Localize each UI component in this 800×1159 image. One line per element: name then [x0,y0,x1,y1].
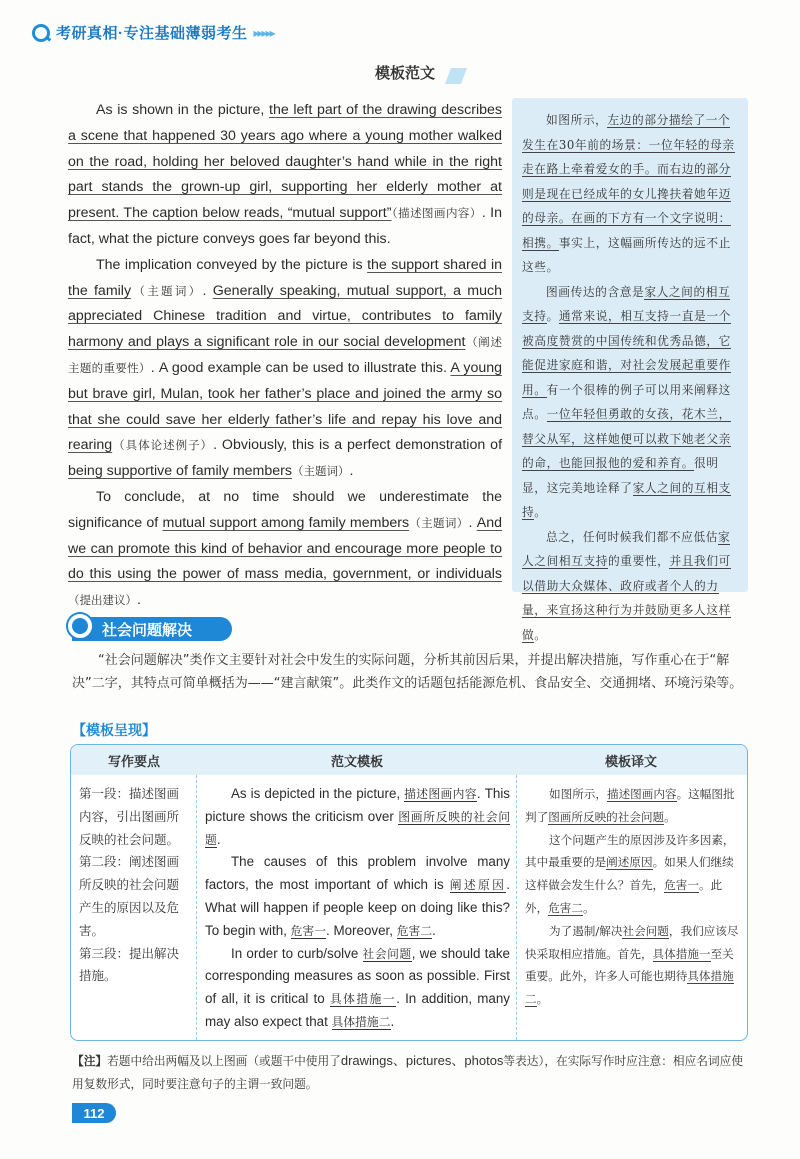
writing-points-cell [71,775,197,1040]
translation-paragraph-3: 总之，任何时候我们都不应低估家人之间相互支持的重要性，并且我们可以借助大众媒体、政府或者个人的力量，来宣扬这种行为并鼓励更多人这样做。 [522,529,731,642]
column-header: 范文模板 [330,754,383,770]
title-highlight-decoration [445,68,467,84]
translation-paragraph-1: 如图所示，左边的部分描绘了一个发生在30年前的场景：一位年轻的母亲走在路上牵着爱女的手。而右边的部分则是现在已经成年的女儿搀扶着她年迈的母亲。在画的下方有一个文字说明：相携。事实上，这幅画所传达的远不止这些。 [522,113,735,274]
english-essay [68,98,502,614]
social-section-heading [72,617,232,641]
template-paragraph-1: As is depicted in the picture, 描述图画内容. This picture shows the criticism over 图画所反映的社会问题. [205,786,510,847]
essay-paragraph-3: To conclude, at no time should we underestimate the significance of mutual support among family members（主题词）. And we can promote this kind of behavior and encourage more people to do this using the power of mass media, government, or individuals（提出建议）. [68,488,502,609]
translation-paragraph-2: 这个问题产生的原因涉及许多因素，其中最重要的是阐述原因。如果人们继续这样做会发生什么？首先，危害一。此外，危害二。 [525,832,735,915]
search-logo-icon [32,24,50,42]
template-paragraph-2: The causes of this problem involve many factors, the most important of which is 阐述原因. What will happen if people keep on doing like this? To begin with, 危害一. Moreover, 危害二. [205,854,510,938]
social-section-title: 社会问题解决 [102,620,193,639]
social-intro-text: “社会问题解决”类作文主要针对社会中发生的实际问题，分析其前因后果，并提出解决措施，写作重心在于“解决”二字，其特点可简单概括为——“建言献策”。此类作文的话题包括能源危机、食品安全、交通拥堵、环境污染等。 [72,653,743,691]
translation-paragraph-1: 如图所示，描述图画内容。这幅图批判了图画所反映的社会问题。 [525,787,735,824]
page-header [32,22,274,43]
essay-paragraph-1: As is shown in the picture, the left part of the drawing describes a scene that happened 30 years ago where a young mother walked on the road, holding her beloved daughter’s hand while in the right part stands the grown-up girl, supporting her elderly mother at present. The caption below reads, “mutual support”（描述图画内容）. In fact, what the picture conveys goes far beyond this. [68,102,503,247]
writing-point: 第三段：提出解决措施。 [79,945,180,984]
brand-slogan: 考研真相·专注基础薄弱考生 [56,25,248,42]
table-body-row [71,775,747,1040]
magnifier-icon [68,614,92,638]
footnote: 【注】若题中给出两幅及以上图画（或题干中使用了drawings、pictures、photos等表达），在实际写作时应注意：相应名词应使用复数形式，同时要注意句子的主谓一致问题。 [72,1053,744,1091]
translation-paragraph-3: 为了遏制/解决社会问题，我们应该尽快采取相应措施。首先，具体措施一至关重要。此外，许多人可能也期待具体措施二。 [525,923,739,1007]
writing-point: 第一段：描述图画内容，引出图画所反映的社会问题。 [79,786,180,847]
translation-paragraph-2: 图画传达的含意是家人之间的相互支持。通常来说，相互支持一直是一个被高度赞赏的中国传统和优秀品德，它能促进家庭和谐，对社会发展起重要作用。有一个很棒的例子可以用来阐释这点。一位年轻但勇敢的女孩，花木兰，替父从军，这样她便可以救下她老父亲的命，也能回报他的爱和养育。很明显，这完美地诠释了家人之间的互相支持。 [522,284,731,519]
column-header: 模板译文 [604,754,657,770]
writing-point: 第二段：阐述图画所反映的社会问题产生的原因以及危害。 [79,854,180,938]
template-label: 【模板呈现】 [72,723,156,739]
template-text-cell [197,775,517,1040]
page-number: 112 [72,1103,116,1123]
template-table [70,744,748,1041]
translation-text-cell [517,775,745,1040]
section-title: 模板范文 [375,64,436,82]
template-paragraph-3: In order to curb/solve 社会问题, we should take corresponding measures as soon as possible. First of all, it is critical to 具体措施一. In addition, many may also expect that 具体措施二. [205,945,510,1029]
column-header: 写作要点 [107,754,160,770]
chinese-translation-panel [512,98,748,642]
essay-paragraph-2: The implication conveyed by the picture is the support shared in the family（主题词）. Generally speaking, mutual support, a much appreciated Chinese tradition and virtue, contributes to family harmony and plays a significant role in our social development（阐述主题的重要性）. A good example can be used to illustrate this. A young but brave girl, Mulan, took her father’s place and joined the army so that she could save her elderly father’s life and repay his love and rearing（具体论述例子）. Obviously, this is a perfect demonstration of being supportive of family members（主题词）. [68,256,503,480]
arrow-decoration-icon: ▸▸▸▸▸ [253,25,274,40]
table-header-row [71,745,747,775]
